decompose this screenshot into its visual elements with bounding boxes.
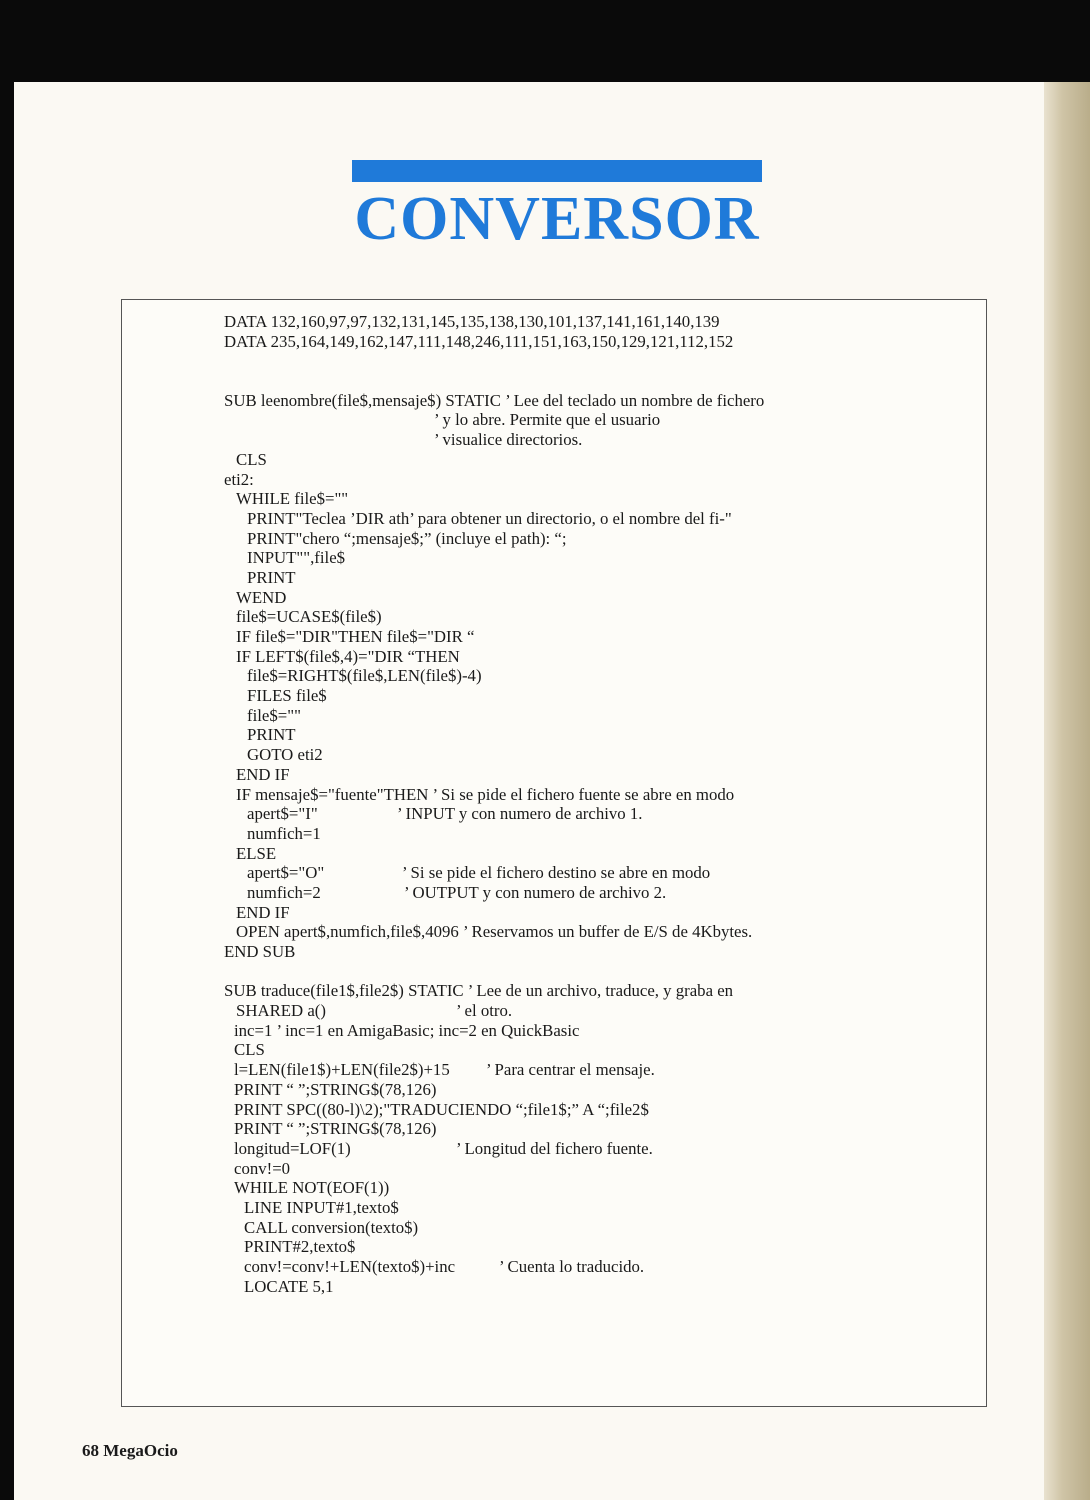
code-line: conv!=conv!+LEN(texto$)+inc ’ Cuenta lo traducido. xyxy=(244,1257,645,1276)
code-line: IF mensaje$="fuente"THEN ’ Si se pide el fichero fuente se abre en modo xyxy=(236,784,735,804)
code-line: PRINT"chero “;mensaje$;” (incluye el path): “; xyxy=(247,528,567,548)
code-line: apert$="O" ’ Si se pide el fichero destino se abre en modo xyxy=(247,863,711,883)
code-line: file$=UCASE$(file$) xyxy=(236,607,382,627)
page-edge-shadow xyxy=(1044,82,1090,1500)
code-line: OPEN apert$,numfich,file$,4096 ’ Reservamos un buffer de E/S de 4Kbytes. xyxy=(236,922,753,942)
code-line: DATA 235,164,149,162,147,111,148,246,111,151,163,150,129,121,112,152 xyxy=(224,331,734,351)
code-listing-box xyxy=(121,299,987,1407)
blank-line xyxy=(224,351,978,371)
code-line: CLS xyxy=(234,1040,265,1060)
blank-line xyxy=(224,962,978,982)
page-footer: 68 MegaOcio xyxy=(82,1441,178,1460)
code-line: l=LEN(file1$)+LEN(file2$)+15 ’ Para centrar el mensaje. xyxy=(234,1060,655,1080)
code-line: WEND xyxy=(236,587,287,607)
code-line: CALL conversion(texto$) xyxy=(244,1217,419,1237)
code-line: PRINT “ ”;STRING$(78,126) xyxy=(234,1079,437,1099)
code-line: IF LEFT$(file$,4)="DIR “THEN xyxy=(236,646,460,666)
code-line: WHILE file$="" xyxy=(236,489,349,509)
code-line: file$=RIGHT$(file$,LEN(file$)-4) xyxy=(247,666,482,686)
code-line: PRINT “ ”;STRING$(78,126) xyxy=(234,1119,437,1139)
code-line: conv!=0 xyxy=(234,1158,291,1178)
code-line: LOCATE 5,1 xyxy=(244,1276,334,1296)
code-line: inc=1 ’ inc=1 en AmigaBasic; inc=2 en QuickBasic xyxy=(234,1020,580,1040)
code-line: SHARED a() ’ el otro. xyxy=(236,1001,513,1021)
code-line: apert$="I" ’ INPUT y con numero de archivo 1. xyxy=(247,804,643,824)
code-line: numfich=1 xyxy=(247,823,321,843)
code-line: END IF xyxy=(236,764,290,784)
code-line: WHILE NOT(EOF(1)) xyxy=(234,1178,390,1198)
page-title: CONVERSOR xyxy=(354,185,760,253)
code-line: PRINT xyxy=(247,725,296,745)
code-line: FILES file$ xyxy=(247,686,327,706)
code-line: PRINT xyxy=(247,567,296,587)
code-line: INPUT"",file$ xyxy=(247,548,346,568)
code-line: PRINT SPC((80-l)\2);"TRADUCIENDO “;file1$;” A “;file2$ xyxy=(234,1099,649,1119)
code-line: LINE INPUT#1,texto$ xyxy=(244,1197,399,1217)
code-line: file$="" xyxy=(247,705,301,725)
code-line: PRINT#2,texto$ xyxy=(244,1237,356,1257)
title-accent-bar xyxy=(352,160,762,182)
code-line: PRINT"Teclea ’DIR ath’ para obtener un directorio, o el nombre del fi-" xyxy=(247,508,732,528)
code-line: numfich=2 ’ OUTPUT y con numero de archivo 2. xyxy=(247,882,667,902)
code-line: DATA 132,160,97,97,132,131,145,135,138,130,101,137,141,161,140,139 xyxy=(224,312,720,331)
blank-line xyxy=(224,371,978,391)
code-line: longitud=LOF(1) ’ Longitud del fichero fuente. xyxy=(234,1138,653,1158)
code-listing xyxy=(224,312,978,1296)
code-line: SUB traduce(file1$,file2$) STATIC ’ Lee de un archivo, traduce, y graba en xyxy=(224,981,734,1001)
code-line: ELSE xyxy=(236,843,277,863)
code-line: END IF xyxy=(236,902,290,922)
code-line: CLS xyxy=(236,449,267,469)
code-line: END SUB xyxy=(224,942,296,961)
code-line: SUB leenombre(file$,mensaje$) STATIC ’ Lee del teclado un nombre de fichero xyxy=(224,390,765,410)
code-line: ’ y lo abre. Permite que el usuario xyxy=(434,410,661,430)
code-line: GOTO eti2 xyxy=(247,745,323,765)
code-line: ’ visualice directorios. xyxy=(434,430,583,450)
code-line: eti2: xyxy=(224,469,254,489)
code-line: IF file$="DIR"THEN file$="DIR “ xyxy=(236,627,475,646)
